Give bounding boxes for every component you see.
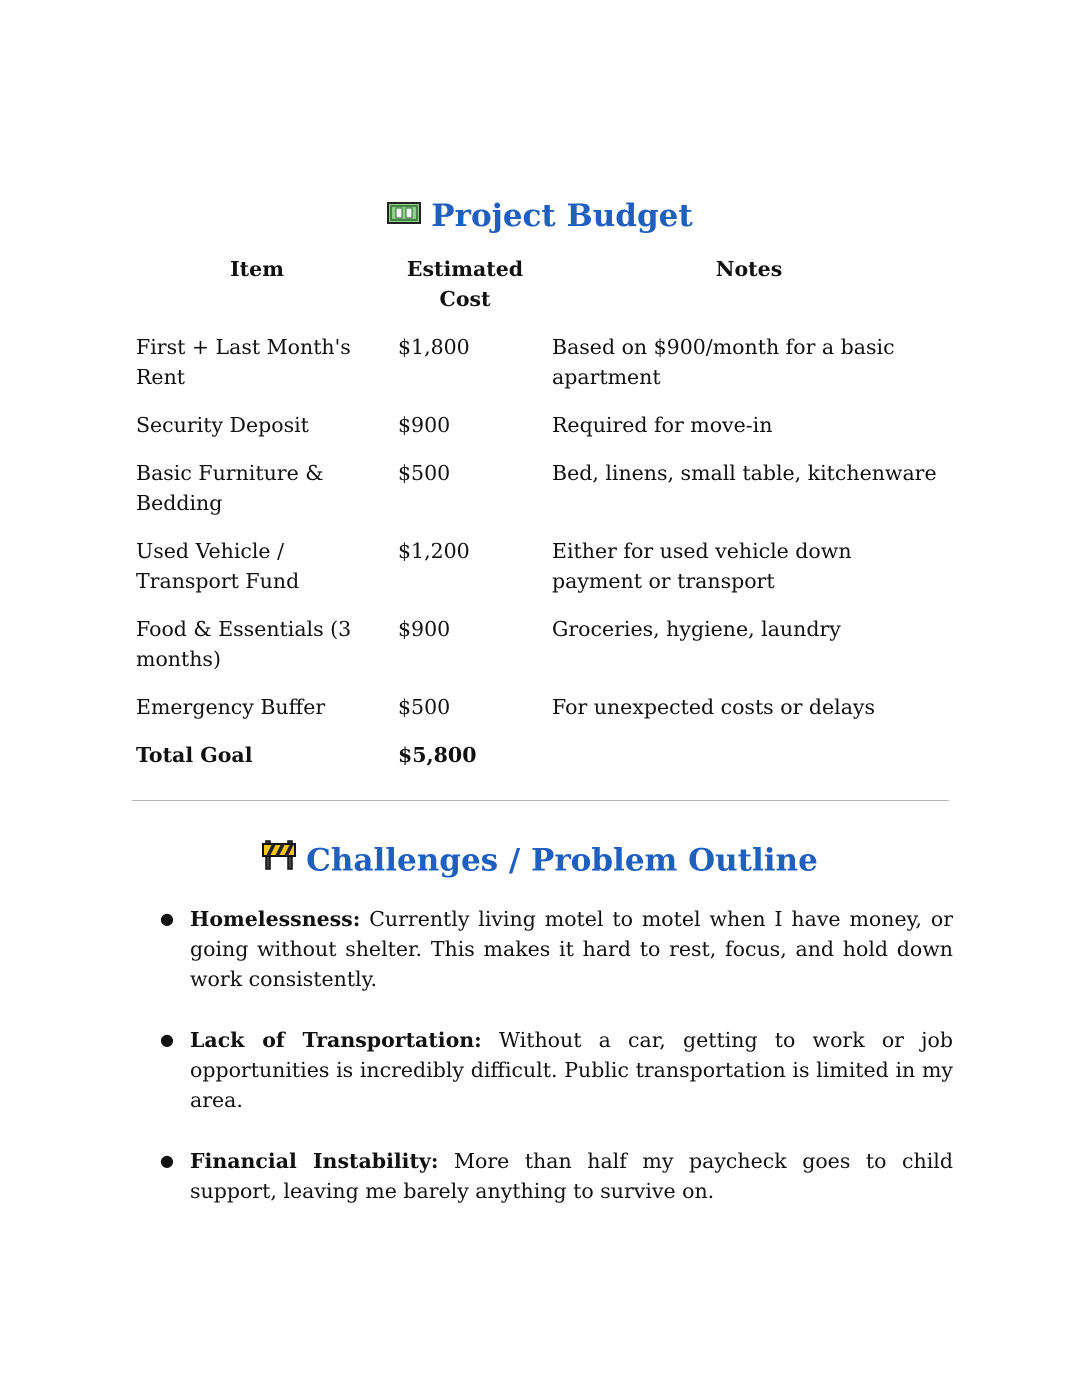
- notes-cell: Groceries, hygiene, laundry: [552, 617, 841, 641]
- table-row: [126, 614, 956, 692]
- item-cell: Emergency Buffer: [136, 695, 326, 719]
- item-cell: Used Vehicle / Transport Fund: [136, 539, 300, 593]
- list-item: [160, 1025, 953, 1115]
- challenge-lead: Financial Instability:: [190, 1149, 439, 1173]
- list-item: [160, 1146, 953, 1206]
- notes-cell: Bed, linens, small table, kitchenware: [552, 461, 937, 485]
- total-notes: [542, 740, 956, 788]
- table-header-row: [126, 254, 956, 332]
- table-row: [126, 536, 956, 614]
- bullet-icon: ●: [160, 1151, 174, 1170]
- item-cell: Food & Essentials (3 months): [136, 617, 352, 671]
- challenge-text: Without a car, getting to work or job opportunities is incredibly difficult. Public transportation is limited in my area.: [190, 1028, 953, 1112]
- budget-table: [126, 254, 956, 788]
- notes-cell: Based on $900/month for a basic apartment: [552, 335, 895, 389]
- challenge-lead: Lack of Transportation:: [190, 1028, 482, 1052]
- column-header-cost: Estimated Cost: [406, 257, 524, 311]
- table-row: [126, 692, 956, 740]
- cost-cell: $500: [398, 695, 451, 719]
- cost-cell: $500: [398, 461, 451, 485]
- bullet-icon: ●: [160, 909, 174, 928]
- challenges-heading: [0, 840, 1080, 884]
- total-cost: $5,800: [398, 743, 477, 767]
- notes-cell: Either for used vehicle down payment or transport: [552, 539, 852, 593]
- budget-title: Project Budget: [431, 198, 693, 234]
- challenges-title: Challenges / Problem Outline: [306, 842, 818, 879]
- bullet-icon: ●: [160, 1030, 174, 1049]
- cost-cell: $1,200: [398, 539, 470, 563]
- cost-cell: $900: [398, 617, 451, 641]
- notes-cell: Required for move-in: [552, 413, 773, 437]
- item-cell: First + Last Month's Rent: [136, 335, 351, 389]
- table-row: [126, 332, 956, 410]
- total-label: Total Goal: [136, 743, 253, 767]
- section-divider: [132, 800, 949, 801]
- notes-cell: For unexpected costs or delays: [552, 695, 876, 719]
- challenge-text: More than half my paycheck goes to child support, leaving me barely anything to survive on.: [190, 1149, 953, 1203]
- budget-heading: [0, 196, 1080, 238]
- cost-cell: $1,800: [398, 335, 470, 359]
- table-row: [126, 410, 956, 458]
- column-header-item: Item: [230, 257, 284, 281]
- challenge-text: Currently living motel to motel when I have money, or going without shelter. This makes it hard to rest, focus, and hold down work consistently.: [190, 907, 953, 991]
- money-bill-icon: [387, 195, 421, 235]
- construction-barrier-icon: [262, 837, 296, 881]
- item-cell: Basic Furniture & Bedding: [136, 461, 324, 515]
- challenges-list: [160, 904, 953, 1237]
- column-header-notes: Notes: [715, 257, 783, 281]
- total-row: [126, 740, 956, 788]
- challenge-lead: Homelessness:: [190, 907, 361, 931]
- list-item: [160, 904, 953, 994]
- cost-cell: $900: [398, 413, 451, 437]
- item-cell: Security Deposit: [136, 413, 309, 437]
- table-row: [126, 458, 956, 536]
